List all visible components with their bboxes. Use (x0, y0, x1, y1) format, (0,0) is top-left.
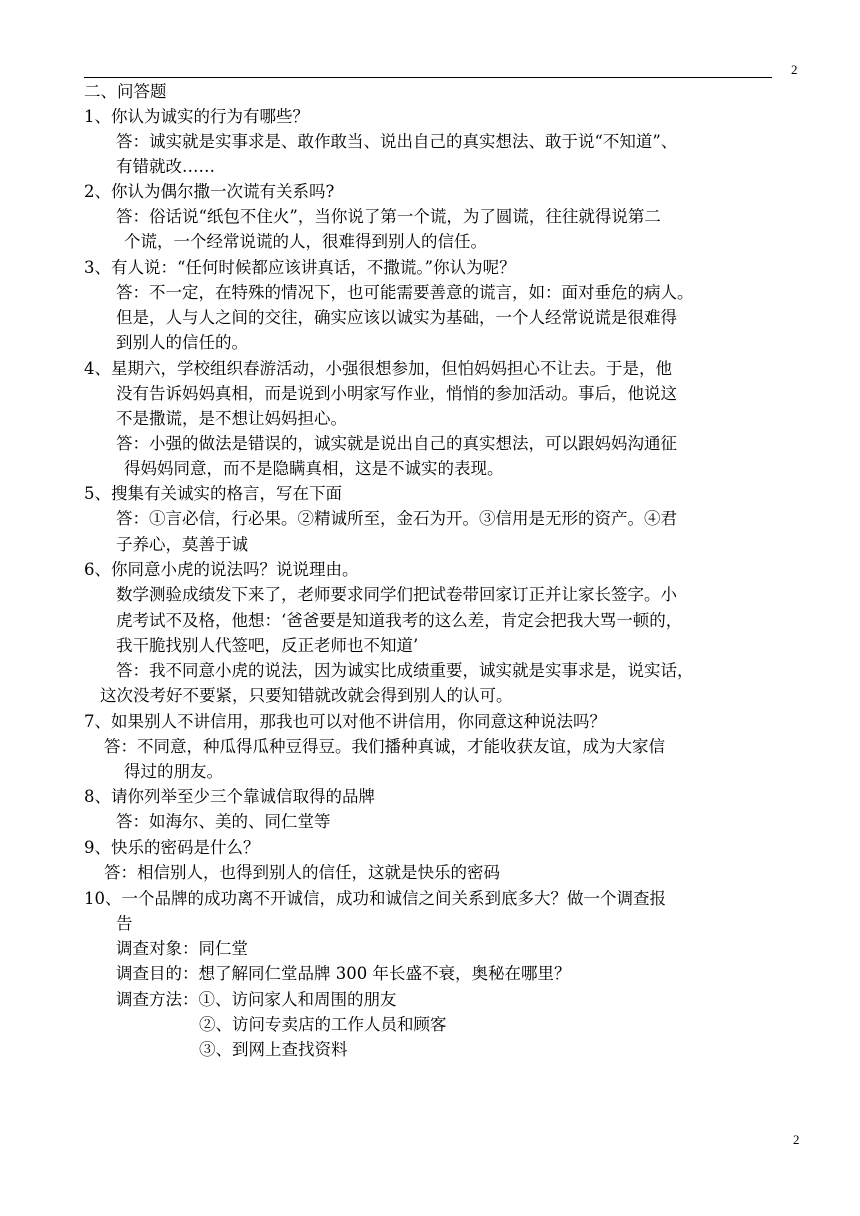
answer-3-line-2: 但是，人与人之间的交往，确实应该以诚实为基础，一个人经常说谎是很难得 (116, 308, 677, 327)
header-page-number: 2 (791, 62, 798, 77)
question-10-line-2: 告 (116, 914, 133, 933)
question-4-line-3: 不是撒谎，是不想让妈妈担心。 (116, 409, 347, 428)
answer-8: 答：如海尔、美的、同仁堂等 (116, 812, 331, 831)
answer-9: 答：相信别人，也得到别人的信任，这就是快乐的密码 (104, 863, 500, 882)
answer-1-line-1: 答：诚实就是实事求是、敢作敢当、说出自己的真实想法、敢于说“不知道”、 (116, 132, 678, 151)
question-8: 8、请你列举至少三个靠诚信取得的品牌 (84, 787, 375, 806)
answer-4-line-2: 得妈妈同意，而不是隐瞒真相，这是不诚实的表现。 (124, 459, 504, 478)
answer-4-line-1: 答：小强的做法是错误的，诚实就是说出自己的真实想法，可以跟妈妈沟通征 (116, 434, 677, 453)
survey-method-3: ③、到网上查找资料 (199, 1040, 348, 1059)
answer-3-line-3: 到别人的信任的。 (116, 333, 248, 352)
question-6-story-line-1: 数学测验成绩发下来了，老师要求同学们把试卷带回家订正并让家长签字。小 (116, 585, 677, 604)
answer-3-line-1: 答：不一定，在特殊的情况下，也可能需要善意的谎言，如：面对垂危的病人。 (116, 283, 694, 302)
answer-7-line-2: 得过的朋友。 (124, 762, 223, 781)
footer-page-number: 2 (793, 1132, 800, 1147)
survey-method-2: ②、访问专卖店的工作人员和顾客 (199, 1015, 447, 1034)
question-10-line-1: 10、一个品牌的成功离不开诚信，成功和诚信之间关系到底多大？做一个调查报 (84, 889, 666, 908)
question-6-story-line-3: 我干脆找别人代签吧，反正老师也不知道’ (116, 636, 419, 655)
question-4-line-2: 没有告诉妈妈真相，而是说到小明家写作业，悄悄的参加活动。事后，他说这 (116, 384, 677, 403)
answer-6-line-1: 答：我不同意小虎的说法，因为诚实比成绩重要，诚实就是实事求是，说实话， (116, 661, 694, 680)
section-title: 二、问答题 (84, 82, 167, 101)
survey-method-1: 调查方法：①、访问家人和周围的朋友 (116, 990, 397, 1009)
question-2: 2、你认为偶尔撒一次谎有关系吗? (84, 182, 335, 201)
answer-6-line-2: 这次没考好不要紧，只要知错就改就会得到别人的认可。 (100, 686, 513, 705)
question-7: 7、如果别人不讲信用，那我也可以对他不讲信用，你同意这种说法吗？ (84, 712, 606, 731)
question-3: 3、有人说：“任何时候都应该讲真话，不撒谎。”你认为呢？ (84, 258, 516, 277)
question-4-line-1: 4、星期六，学校组织春游活动，小强很想参加，但怕妈妈担心不让去。于是，他 (84, 359, 672, 378)
answer-5-line-1: 答：①言必信，行必果。②精诚所至，金石为开。③信用是无形的资产。④君 (116, 509, 677, 528)
question-6-story-line-2: 虎考试不及格，他想：‘爸爸要是知道我考的这么差，肯定会把我大骂一顿的， (116, 611, 683, 630)
question-5: 5、搜集有关诚实的格言，写在下面 (84, 484, 342, 503)
answer-5-line-2: 子养心，莫善于诚 (116, 535, 248, 554)
answer-7-line-1: 答：不同意，种瓜得瓜种豆得豆。我们播种真诚，才能收获友谊，成为大家信 (104, 737, 665, 756)
header-rule (84, 77, 772, 78)
survey-subject: 调查对象：同仁堂 (116, 939, 248, 958)
answer-2-line-1: 答：俗话说“纸包不住火”，当你说了第一个谎，为了圆谎，往往就得说第二 (116, 207, 661, 226)
question-6: 6、你同意小虎的说法吗？说说理由。 (84, 560, 359, 579)
question-1: 1、你认为诚实的行为有哪些？ (84, 107, 309, 126)
question-9: 9、快乐的密码是什么？ (84, 838, 260, 857)
answer-1-line-2: 有错就改…… (116, 157, 215, 176)
survey-purpose: 调查目的：想了解同仁堂品牌 300 年长盛不衰，奥秘在哪里？ (116, 964, 571, 983)
answer-2-line-2: 个谎，一个经常说谎的人，很难得到别人的信任。 (124, 232, 487, 251)
